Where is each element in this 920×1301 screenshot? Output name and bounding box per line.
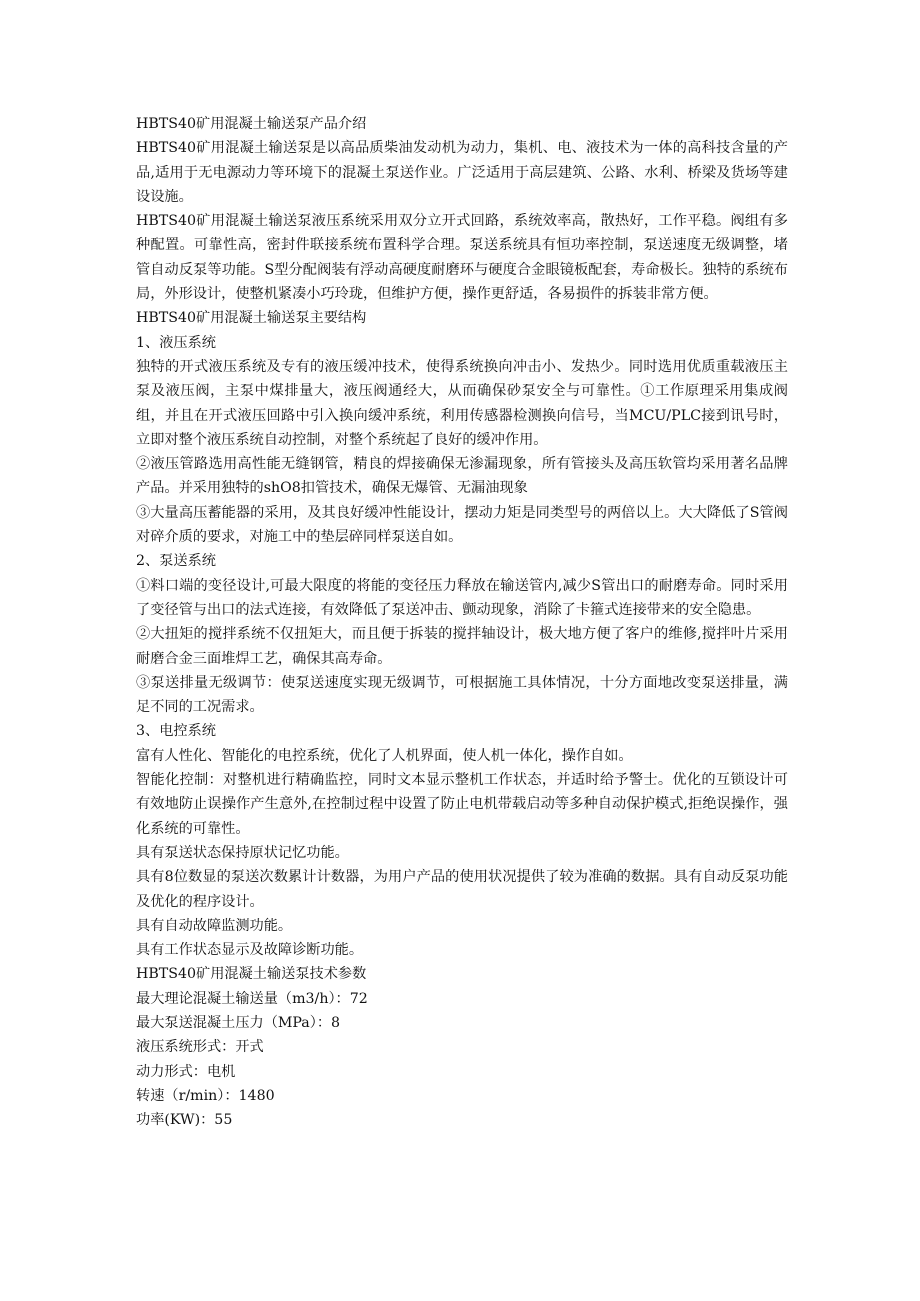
hydraulic-paragraph-1: 独特的开式液压系统及专有的液压缓冲技术，使得系统换向冲击小、发热少。同时选用优质重载液压主泵及液压阀，主泵中煤排量大，液压阀通经大，从而确保砂泵安全与可靠性。①工作原理采用集成阀组，并且在开式液压回路中引入换向缓冲系统，利用传感器检测换向信号，当MCU/PLC接到讯号时，立即对整个液压系统自动控制，对整个系统起了良好的缓冲作用。 [136, 358, 788, 448]
intro-paragraph: HBTS40矿用混凝土输送泵是以高品质柴油发动机为动力，集机、电、液技术为一体的高科技含量的产品,适用于无电源动力等环境下的混凝土泵送作业。广泛适用于高层建筑、公路、水利、桥梁及货场等建设设施。 [136, 140, 788, 205]
pumping-paragraph-2: ②大扭矩的搅拌系统不仅扭矩大，而且便于拆装的搅拌轴设计，极大地方便了客户的维修,搅拌叶片采用耐磨合金三面堆焊工艺，确保其高寿命。 [136, 626, 788, 667]
section-heading-hydraulic: 1、液压系统 [136, 334, 216, 351]
intro-title: HBTS40矿用混凝土输送泵产品介绍 [136, 116, 367, 132]
spec-hydraulic-type: 液压系统形式：开式 [136, 1039, 264, 1056]
hydraulic-overview-paragraph: HBTS40矿用混凝土输送泵液压系统采用双分立开式回路，系统效率高，散热好，工作平稳。阀组有多种配置。可靠性高，密封件联接系统布置科学合理。泵送系统具有恒功率控制，泵送速度无级调整，堵管自动反泵等功能。S型分配阀装有浮动高硬度耐磨环与硬度合金眼镜板配套，寿命极长。独特的系统布局，外形设计，使整机紧凑小巧玲珑，但维护方便，操作更舒适，各易损件的拆装非常方便。 [136, 213, 788, 303]
electric-feature-diagnosis: 具有工作状态显示及故障诊断功能。 [136, 942, 364, 959]
spec-power: 功率(KW)：55 [136, 1112, 233, 1129]
spec-max-output: 最大理论混凝土输送量（m3/h）：72 [136, 990, 368, 1007]
specs-heading: HBTS40矿用混凝土输送泵技术参数 [136, 966, 367, 983]
section-heading-electric: 3、电控系统 [136, 723, 216, 740]
hydraulic-paragraph-2: ②液压管路选用高性能无缝钢管，精良的焊接确保无渗漏现象，所有管接头及高压软管均采用著名品牌产品。并采用独特的shO8扣管技术，确保无爆管、无漏油现象 [136, 456, 788, 497]
electric-paragraph-2: 智能化控制：对整机进行精确监控，同时文本显示整机工作状态，并适时给予警士。优化的互锁设计可有效地防止误操作产生意外,在控制过程中设置了防止电机带载启动等多种自动保护模式,拒绝误操作，强化系统的可靠性。 [136, 772, 788, 837]
spec-power-type: 动力形式：电机 [136, 1063, 236, 1080]
spec-speed: 转速（r/min）：1480 [136, 1087, 275, 1104]
electric-paragraph-1: 富有人性化、智能化的电控系统，优化了人机界面，使人机一体化，操作自如。 [136, 747, 633, 764]
spec-max-pressure: 最大泵送混凝土压力（MPa）：8 [136, 1014, 341, 1031]
structure-heading: HBTS40矿用混凝土输送泵主要结构 [136, 310, 367, 327]
section-heading-pumping: 2、泵送系统 [136, 553, 216, 570]
electric-feature-counter: 具有8位数显的泵送次数累计计数器，为用户产品的使用状况提供了较为准确的数据。具有自动反泵功能及优化的程序设计。 [136, 869, 788, 910]
pumping-paragraph-1: ①料口端的变径设计,可最大限度的将能的变径压力释放在输送管内,减少S管出口的耐磨寿命。同时采用了变径管与出口的法式连接，有效降低了泵送冲击、颤动现象，消除了卡箍式连接带来的安全隐患。 [136, 577, 788, 618]
electric-feature-fault-monitor: 具有自动故障监测功能。 [136, 917, 293, 934]
electric-feature-memory: 具有泵送状态保持原状记忆功能。 [136, 844, 349, 861]
hydraulic-paragraph-3: ③大量高压蓄能器的采用，及其良好缓冲性能设计，摆动力矩是同类型号的两倍以上。大大降低了S管阀对碎介质的要求，对施工中的垫层碎同样泵送自如。 [136, 504, 788, 546]
pumping-paragraph-3: ③泵送排量无级调节：使泵送速度实现无级调节，可根据施工具体情况，十分方面地改变泵送排量，满足不同的工况需求。 [136, 674, 788, 716]
document-body [136, 112, 788, 1132]
